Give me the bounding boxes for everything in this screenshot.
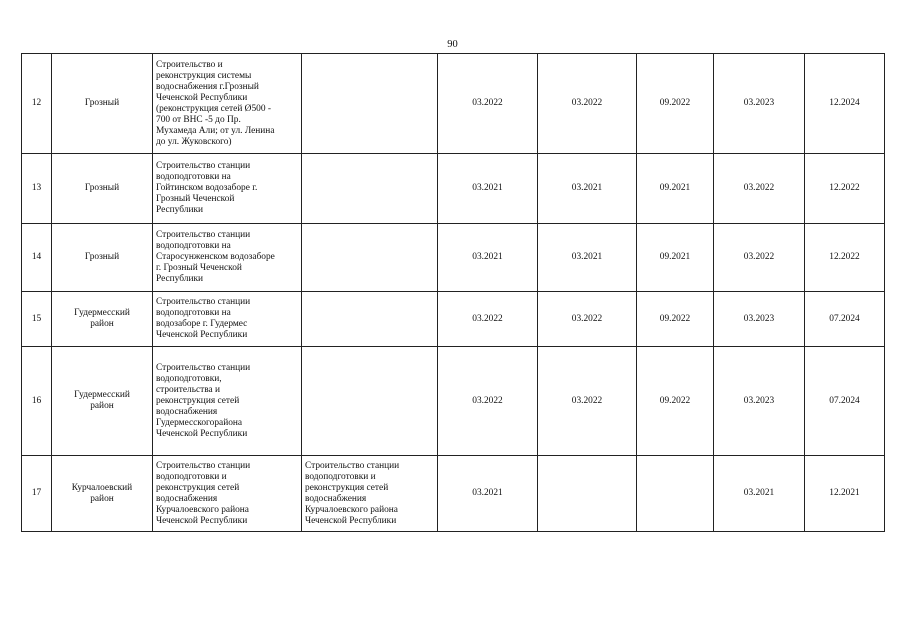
locality-cell-text: Гудермесский район [74, 308, 130, 329]
date-cell-3 [637, 456, 714, 532]
date-cell-3: 09.2022 [637, 347, 714, 456]
row-number-cell: 12 [22, 54, 52, 154]
project-description-cell [153, 224, 302, 292]
locality-cell [52, 456, 153, 532]
project-description-cell [153, 54, 302, 154]
table-row [22, 54, 885, 154]
row-number-cell: 15 [22, 292, 52, 347]
table-row [22, 292, 885, 347]
date-cell-1: 03.2022 [438, 54, 538, 154]
locality-cell-text: Грозный [84, 252, 120, 262]
project-description-cell-text: Строительство станции водоподготовки и реконструкция сетей водоснабжения Курчалоевского района Чеченской Республики [156, 460, 251, 526]
date-cell-4: 03.2022 [714, 154, 805, 224]
project-description-2-cell [302, 292, 438, 347]
date-cell-1: 03.2022 [438, 292, 538, 347]
project-description-2-cell-text: Строительство станции водоподготовки и реконструкция сетей водоснабжения Курчалоевского района Чеченской Республики [305, 460, 400, 526]
date-cell-4: 03.2022 [714, 224, 805, 292]
project-description-cell-text: Строительство станции водоподготовки, строительства и реконструкция сетей водоснабжения Гудермесскогорайона Чеченской Республики [156, 362, 251, 439]
date-cell-2: 03.2021 [538, 224, 637, 292]
date-cell-2: 03.2022 [538, 54, 637, 154]
project-description-cell-text: Строительство станции водоподготовки на водозаборе г. Гудермес Чеченской Республики [156, 297, 251, 340]
construction-schedule-table [21, 53, 885, 532]
project-description-2-cell [302, 347, 438, 456]
date-cell-3: 09.2022 [637, 292, 714, 347]
page-number: 90 [447, 39, 458, 50]
date-cell-2: 03.2021 [538, 154, 637, 224]
project-description-cell-text: Строительство станции водоподготовки на Старосунженском водозаборе г. Грозный Чеченской Республики [156, 230, 275, 284]
table-row [22, 347, 885, 456]
project-description-cell-text: Строительство и реконструкция системы водоснабжения г.Грозный Чеченской Республики (реконструкция сетей Ø500 - 700 от ВНС -5 до Пр. Мухамеда Али; от ул. Ленина до ул. Жуковского) [156, 59, 275, 147]
project-description-2-cell [302, 154, 438, 224]
project-description-2-cell [302, 224, 438, 292]
date-cell-3: 09.2021 [637, 224, 714, 292]
date-cell-1: 03.2021 [438, 456, 538, 532]
row-number-cell: 13 [22, 154, 52, 224]
date-cell-5: 07.2024 [805, 347, 885, 456]
date-cell-3: 09.2021 [637, 154, 714, 224]
date-cell-5: 12.2024 [805, 54, 885, 154]
locality-cell-text: Курчалоевский район [71, 482, 133, 504]
date-cell-1: 03.2022 [438, 347, 538, 456]
project-description-2-cell [302, 54, 438, 154]
project-description-2-cell [302, 456, 438, 532]
locality-cell-text: Грозный [84, 98, 120, 108]
table-row [22, 456, 885, 532]
date-cell-1: 03.2021 [438, 224, 538, 292]
locality-cell-text: Гудермесский район [74, 390, 130, 411]
date-cell-2: 03.2022 [538, 292, 637, 347]
project-description-cell [153, 292, 302, 347]
table-row [22, 154, 885, 224]
date-cell-1: 03.2021 [438, 154, 538, 224]
date-cell-5: 07.2024 [805, 292, 885, 347]
row-number-cell: 14 [22, 224, 52, 292]
date-cell-2 [538, 456, 637, 532]
locality-cell [52, 292, 153, 347]
locality-cell-text: Грозный [84, 183, 120, 193]
row-number-cell: 17 [22, 456, 52, 532]
date-cell-4: 03.2023 [714, 292, 805, 347]
locality-cell [52, 347, 153, 456]
project-description-cell [153, 347, 302, 456]
date-cell-4: 03.2021 [714, 456, 805, 532]
date-cell-5: 12.2022 [805, 154, 885, 224]
table-body [22, 54, 885, 532]
date-cell-5: 12.2021 [805, 456, 885, 532]
project-description-cell [153, 456, 302, 532]
locality-cell [52, 224, 153, 292]
locality-cell [52, 154, 153, 224]
date-cell-4: 03.2023 [714, 54, 805, 154]
locality-cell [52, 54, 153, 154]
row-number-cell: 16 [22, 347, 52, 456]
table-row [22, 224, 885, 292]
date-cell-5: 12.2022 [805, 224, 885, 292]
date-cell-3: 09.2022 [637, 54, 714, 154]
project-description-cell [153, 154, 302, 224]
project-description-cell-text: Строительство станции водоподготовки на Гойтинском водозаборе г. Грозный Чеченской Республики [156, 161, 258, 215]
date-cell-2: 03.2022 [538, 347, 637, 456]
date-cell-4: 03.2023 [714, 347, 805, 456]
